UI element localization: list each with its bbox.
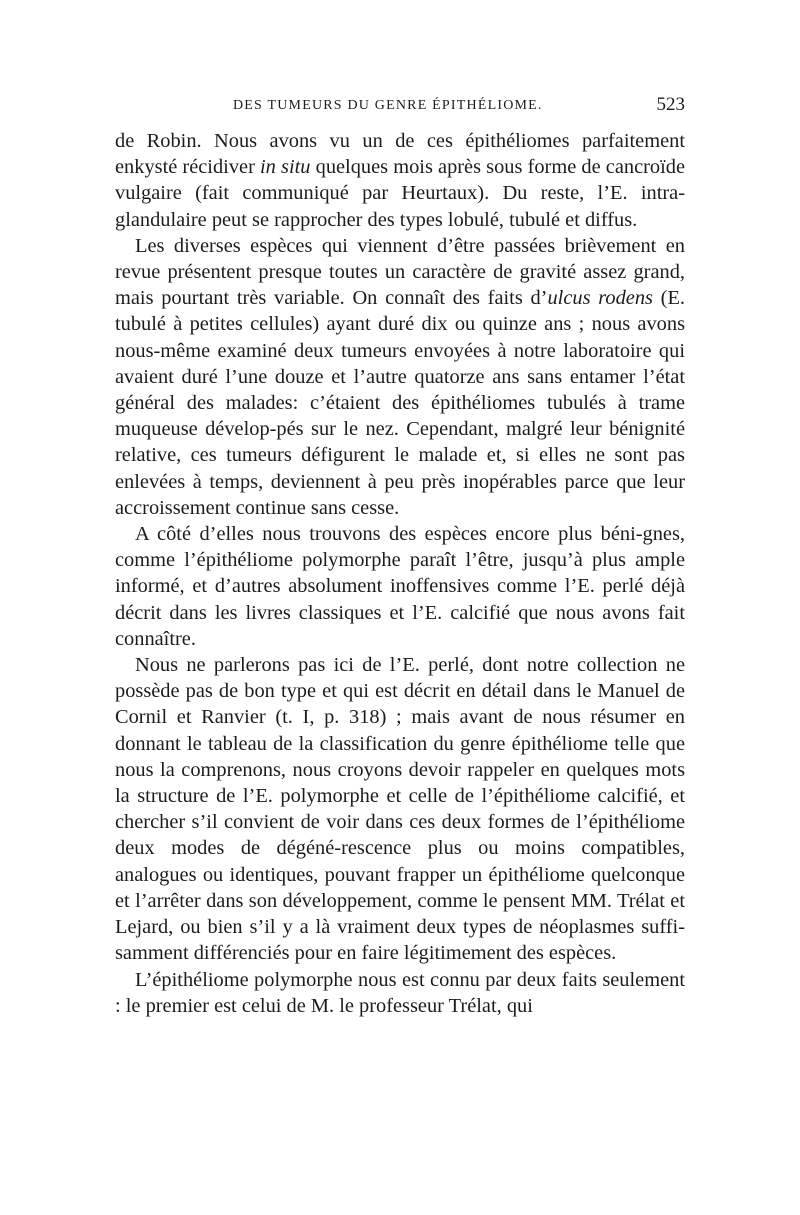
paragraph-1 [115, 128, 685, 233]
paragraph-4 [115, 652, 685, 966]
paragraph-1-text-b: quelques mois après sous forme de cancroïde vulgaire (fait communiqué par Heurtaux). Du reste, l’E. intra-glandulaire peut se rapprocher des types lobulé, tubulé et diffus. [115, 156, 686, 231]
page-number: 523 [656, 94, 685, 115]
paragraph-2-text-a: Les diverses espèces qui viennent d’être passées brièvement en revue présentent presque toutes un caractère de gravité assez grand, mais pourtant très variable. On connaît des faits d’ [115, 234, 685, 310]
running-title: DES TUMEURS DU GENRE ÉPITHÉLIOME. [233, 98, 543, 113]
running-head [115, 94, 685, 118]
paragraph-3 [115, 521, 685, 652]
body-text [115, 128, 685, 1019]
paragraph-2-italic: ulcus rodens [547, 287, 653, 310]
paragraph-3-text: A côté d’elles nous trouvons des espèces encore plus béni-gnes, comme l’épithéliome polymorphe paraît l’être, jusqu’à plus ample informé, et d’autres absolument inoffensives comme l’E. perlé déjà décrit dans les livres classiques et l’E. calcifié que nous avons fait connaître. [115, 523, 685, 650]
paragraph-4-text: Nous ne parlerons pas ici de l’E. perlé, dont notre collection ne possède pas de bon type et qui est décrit en détail dans le Manuel de Cornil et Ranvier (t. I, p. 318) ; mais avant de nous résumer en donnant le tableau de la classification du genre épithéliome telle que nous la comprenons, nous croyons devoir rappeler en quelques mots la structure de l’E. polymorphe et celle de l’épithéliome calcifié, et chercher s’il convient de voir dans ces deux formes de l’épithéliome deux modes de dégéné-rescence plus ou moins compatibles, analogues ou identiques, pouvant frapper un épithéliome quelconque et l’arrêter dans son développement, comme le pensent MM. Trélat et Lejard, ou bien s’il y a là vraiment deux types de néoplasmes suffi-samment différenciés pour en faire légitimement des espèces. [115, 654, 685, 965]
paragraph-1-text-a: de Robin. Nous avons vu un de ces épithéliomes parfaitement enkysté récidiver [115, 130, 685, 179]
paragraph-5 [115, 967, 685, 1019]
paragraph-2-text-b: (E. tubulé à petites cellules) ayant duré dix ou quinze ans ; nous avons nous-même examiné deux tumeurs envoyées à notre laboratoire qui avaient duré l’une douze et l’autre quatorze ans sans entamer l’état général des malades: c’étaient des épithéliomes tubulés à trame muqueuse dévelop-pés sur le nez. Cependant, malgré leur bénignité relative, ces tumeurs défigurent le malade et, si elles ne sont pas enlevées à temps, deviennent à peu près inopérables parce que leur accroissement continue sans cesse. [115, 287, 686, 519]
paragraph-2 [115, 233, 685, 521]
paragraph-1-italic: in situ [260, 156, 311, 179]
paragraph-5-text: L’épithéliome polymorphe nous est connu par deux faits seulement : le premier est celui de M. le professeur Trélat, qui [115, 968, 685, 1017]
